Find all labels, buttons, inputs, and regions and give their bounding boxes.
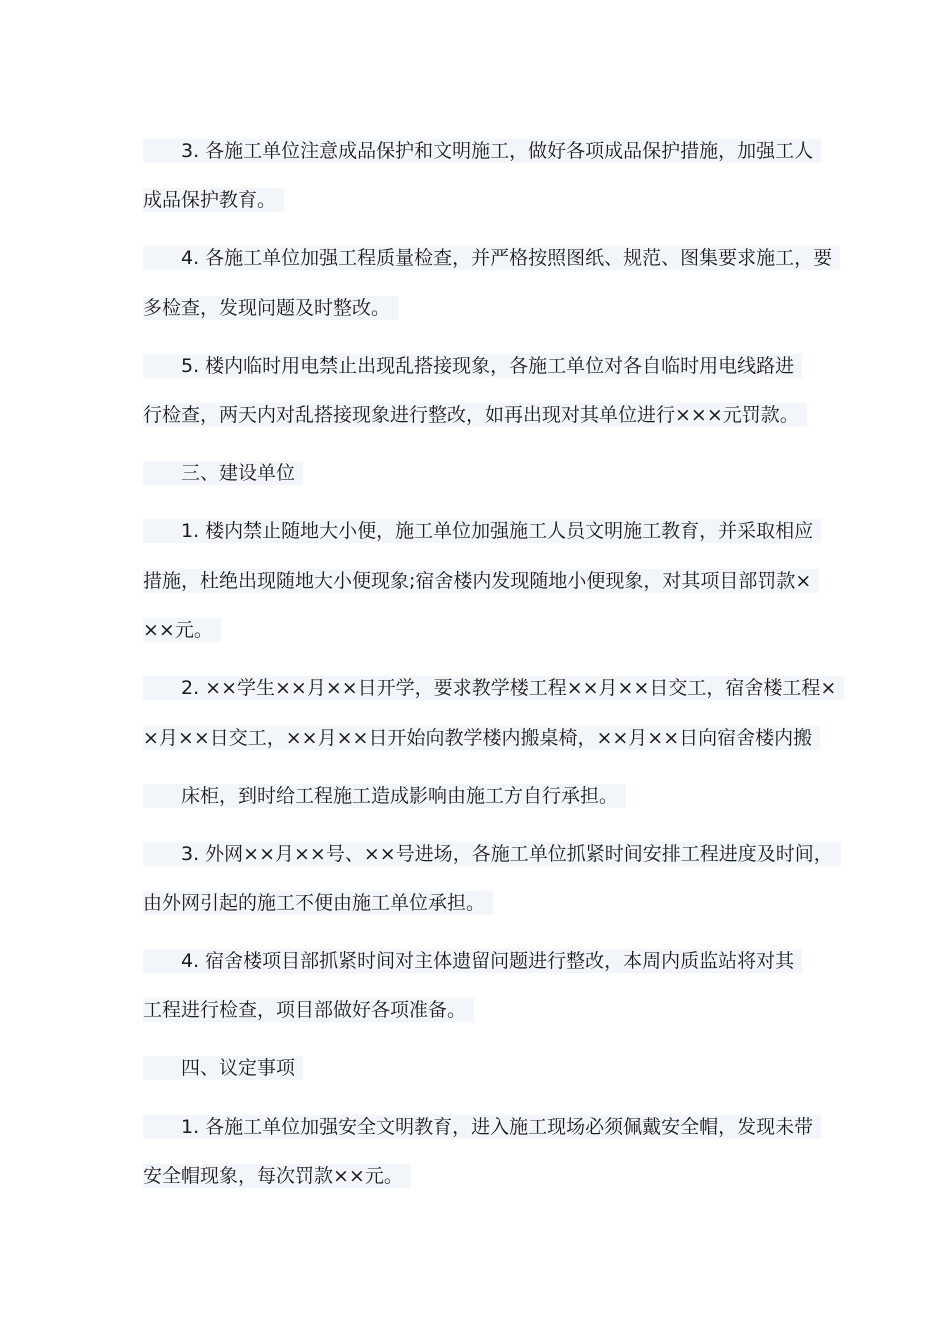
text-line: 多检查，发现问题及时整改。 [143, 296, 398, 320]
text-line: 措施，杜绝出现随地大小便现象;宿舍楼内发现随地小便现象，对其项目部罚款× [143, 569, 819, 593]
text-line: 3. 各施工单位注意成品保护和文明施工，做好各项成品保护措施，加强工人 [143, 139, 821, 163]
text-line: 1. 楼内禁止随地大小便，施工单位加强施工人员文明施工教育，并采取相应 [143, 519, 821, 543]
paragraph-line [143, 949, 802, 973]
paragraph-line [143, 354, 802, 378]
text-line: 床柜，到时给工程施工造成影响由施工方自行承担。 [143, 784, 626, 808]
text-line: 成品保护教育。 [143, 188, 284, 212]
paragraph-line [143, 842, 841, 866]
paragraph-line [143, 569, 819, 593]
text-line: 4. 各施工单位加强工程质量检查，并严格按照图纸、规范、图集要求施工，要 [143, 246, 840, 270]
paragraph-line [143, 139, 821, 163]
text-line: 5. 楼内临时用电禁止出现乱搭接现象，各施工单位对各自临时用电线路进 [143, 354, 802, 378]
paragraph-line [143, 618, 221, 642]
text-line: ×月××日交工，××月××日开始向教学楼内搬桌椅，××月××日向宿舍楼内搬 [143, 726, 820, 750]
text-line: 行检查，两天内对乱搭接现象进行整改，如再出现对其单位进行×××元罚款。 [143, 403, 807, 427]
text-line: 安全帽现象，每次罚款××元。 [143, 1164, 411, 1188]
paragraph-line [143, 296, 398, 320]
text-line: 由外网引起的施工不便由施工单位承担。 [143, 891, 493, 915]
text-line: 2. ××学生××月××日开学，要求教学楼工程××月××日交工，宿舍楼工程× [143, 676, 844, 700]
paragraph-line [143, 188, 284, 212]
paragraph-line [143, 1164, 411, 1188]
heading-text: 四、议定事项 [143, 1056, 303, 1080]
section-heading [143, 1056, 303, 1080]
text-line: 1. 各施工单位加强安全文明教育，进入施工现场必须佩戴安全帽，发现未带 [143, 1115, 821, 1139]
paragraph-line [143, 891, 493, 915]
paragraph-line [143, 726, 820, 750]
section-heading [143, 461, 303, 485]
paragraph-line [143, 1115, 821, 1139]
paragraph-line [143, 246, 840, 270]
heading-text: 三、建设单位 [143, 461, 303, 485]
text-line: 工程进行检查，项目部做好各项准备。 [143, 998, 474, 1022]
paragraph-line [143, 676, 844, 700]
text-line: 4. 宿舍楼项目部抓紧时间对主体遗留问题进行整改，本周内质监站将对其 [143, 949, 802, 973]
paragraph-line [143, 519, 821, 543]
paragraph-line [143, 403, 807, 427]
paragraph-line [143, 998, 474, 1022]
text-line: ××元。 [143, 618, 221, 642]
paragraph-line [143, 784, 626, 808]
text-line: 3. 外网××月××号、××号进场，各施工单位抓紧时间安排工程进度及时间， [143, 842, 841, 866]
